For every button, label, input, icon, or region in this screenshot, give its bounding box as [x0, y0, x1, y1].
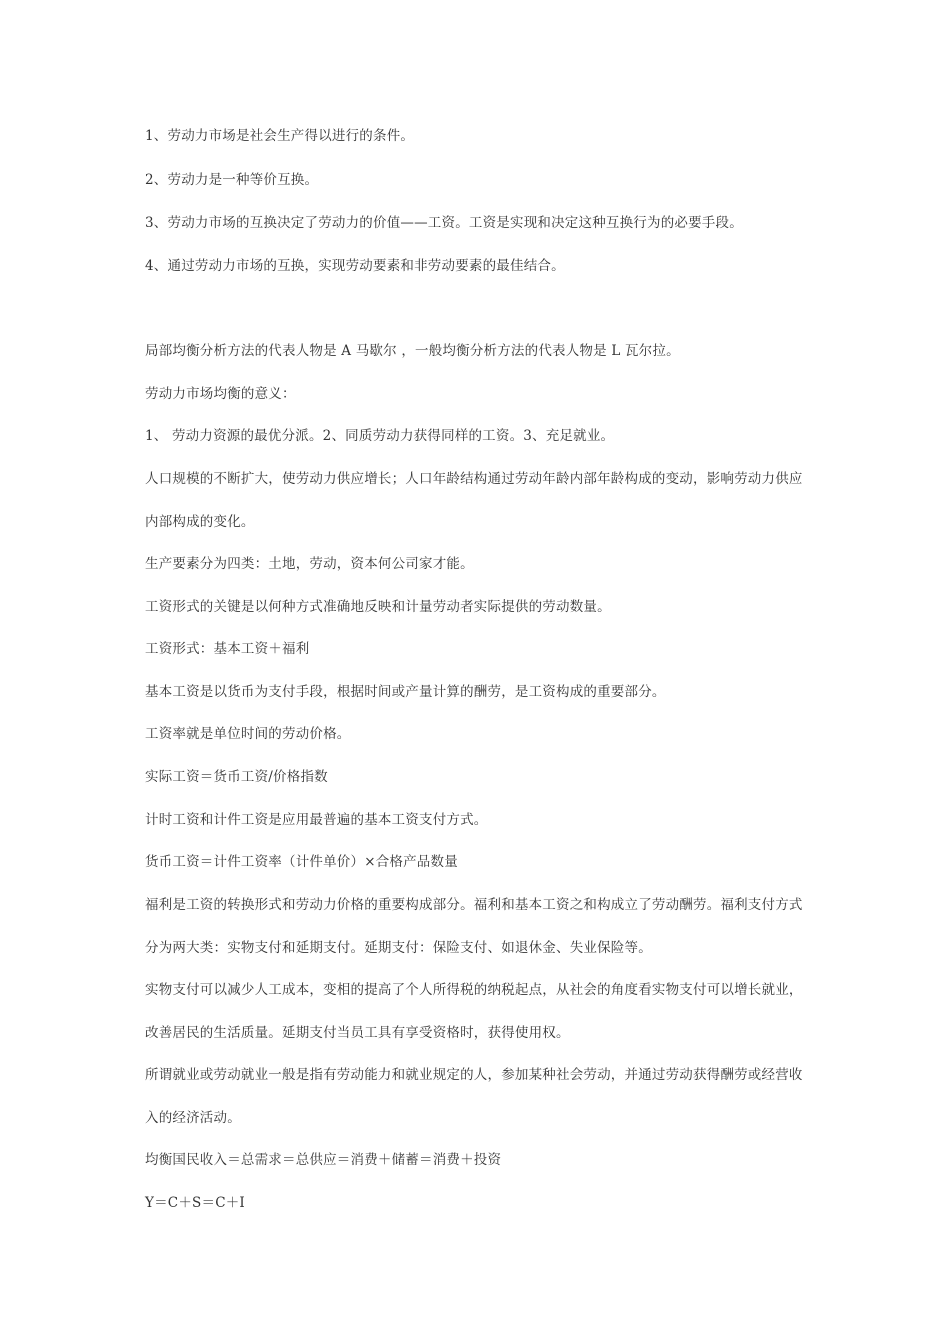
paragraph-money-wage-formula: 货币工资＝计件工资率（计件单价）×合格产品数量 [145, 854, 458, 870]
paragraph-formula-ycsci: Y＝C＋S＝C＋I [145, 1195, 245, 1211]
paragraph-production-factors: 生产要素分为四类：土地，劳动，资本何公司家才能。 [145, 556, 474, 572]
list-item-4: 4、通过劳动力市场的互换，实现劳动要素和非劳动要素的最佳结合。 [145, 258, 565, 274]
paragraph-national-income: 均衡国民收入＝总需求＝总供应＝消费＋储蓄＝消费＋投资 [145, 1152, 502, 1168]
paragraph-equilibrium-representatives: 局部均衡分析方法的代表人物是 A 马歇尔 ，一般均衡分析方法的代表人物是 L 瓦尔拉。 [145, 343, 680, 359]
list-item-1: 1、劳动力市场是社会生产得以进行的条件。 [145, 128, 415, 144]
paragraph-equilibrium-meaning-heading: 劳动力市场均衡的意义： [145, 386, 296, 402]
paragraph-wage-form-key: 工资形式的关键是以何种方式准确地反映和计量劳动者实际提供的劳动数量。 [145, 599, 611, 615]
paragraph-in-kind-payment: 实物支付可以减少人工成本，变相的提高了个人所得税的纳税起点，从社会的角度看实物支付可以增长就业，改善居民的生活质量。延期支付当员工具有享受资格时，获得使用权。 [145, 982, 803, 1041]
paragraph-wage-form: 工资形式：基本工资＋福利 [145, 641, 310, 657]
paragraph-welfare: 福利是工资的转换形式和劳动力价格的重要构成部分。福利和基本工资之和构成立了劳动酬劳。福利支付方式分为两大类：实物支付和延期支付。延期支付：保险支付、如退休金、失业保险等。 [145, 897, 803, 956]
paragraph-employment: 所谓就业或劳动就业一般是指有劳动能力和就业规定的人，参加某种社会劳动，并通过劳动获得酬劳或经营收入的经济活动。 [145, 1067, 803, 1126]
paragraph-real-wage-formula: 实际工资＝货币工资/价格指数 [145, 769, 328, 785]
list-item-2: 2、劳动力是一种等价互换。 [145, 172, 319, 188]
paragraph-wage-rate: 工资率就是单位时间的劳动价格。 [145, 726, 351, 742]
paragraph-time-piece-wage: 计时工资和计件工资是应用最普遍的基本工资支付方式。 [145, 812, 488, 828]
list-item-3: 3、劳动力市场的互换决定了劳动力的价值——工资。工资是实现和决定这种互换行为的必要手段。 [145, 215, 743, 231]
paragraph-population: 人口规模的不断扩大，使劳动力供应增长；人口年龄结构通过劳动年龄内部年龄构成的变动，影响劳动力供应内部构成的变化。 [145, 471, 803, 530]
paragraph-basic-wage: 基本工资是以货币为支付手段，根据时间或产量计算的酬劳，是工资构成的重要部分。 [145, 684, 666, 700]
paragraph-equilibrium-meaning-list: 1、 劳动力资源的最优分派。2、同质劳动力获得同样的工资。3、充足就业。 [145, 428, 615, 444]
